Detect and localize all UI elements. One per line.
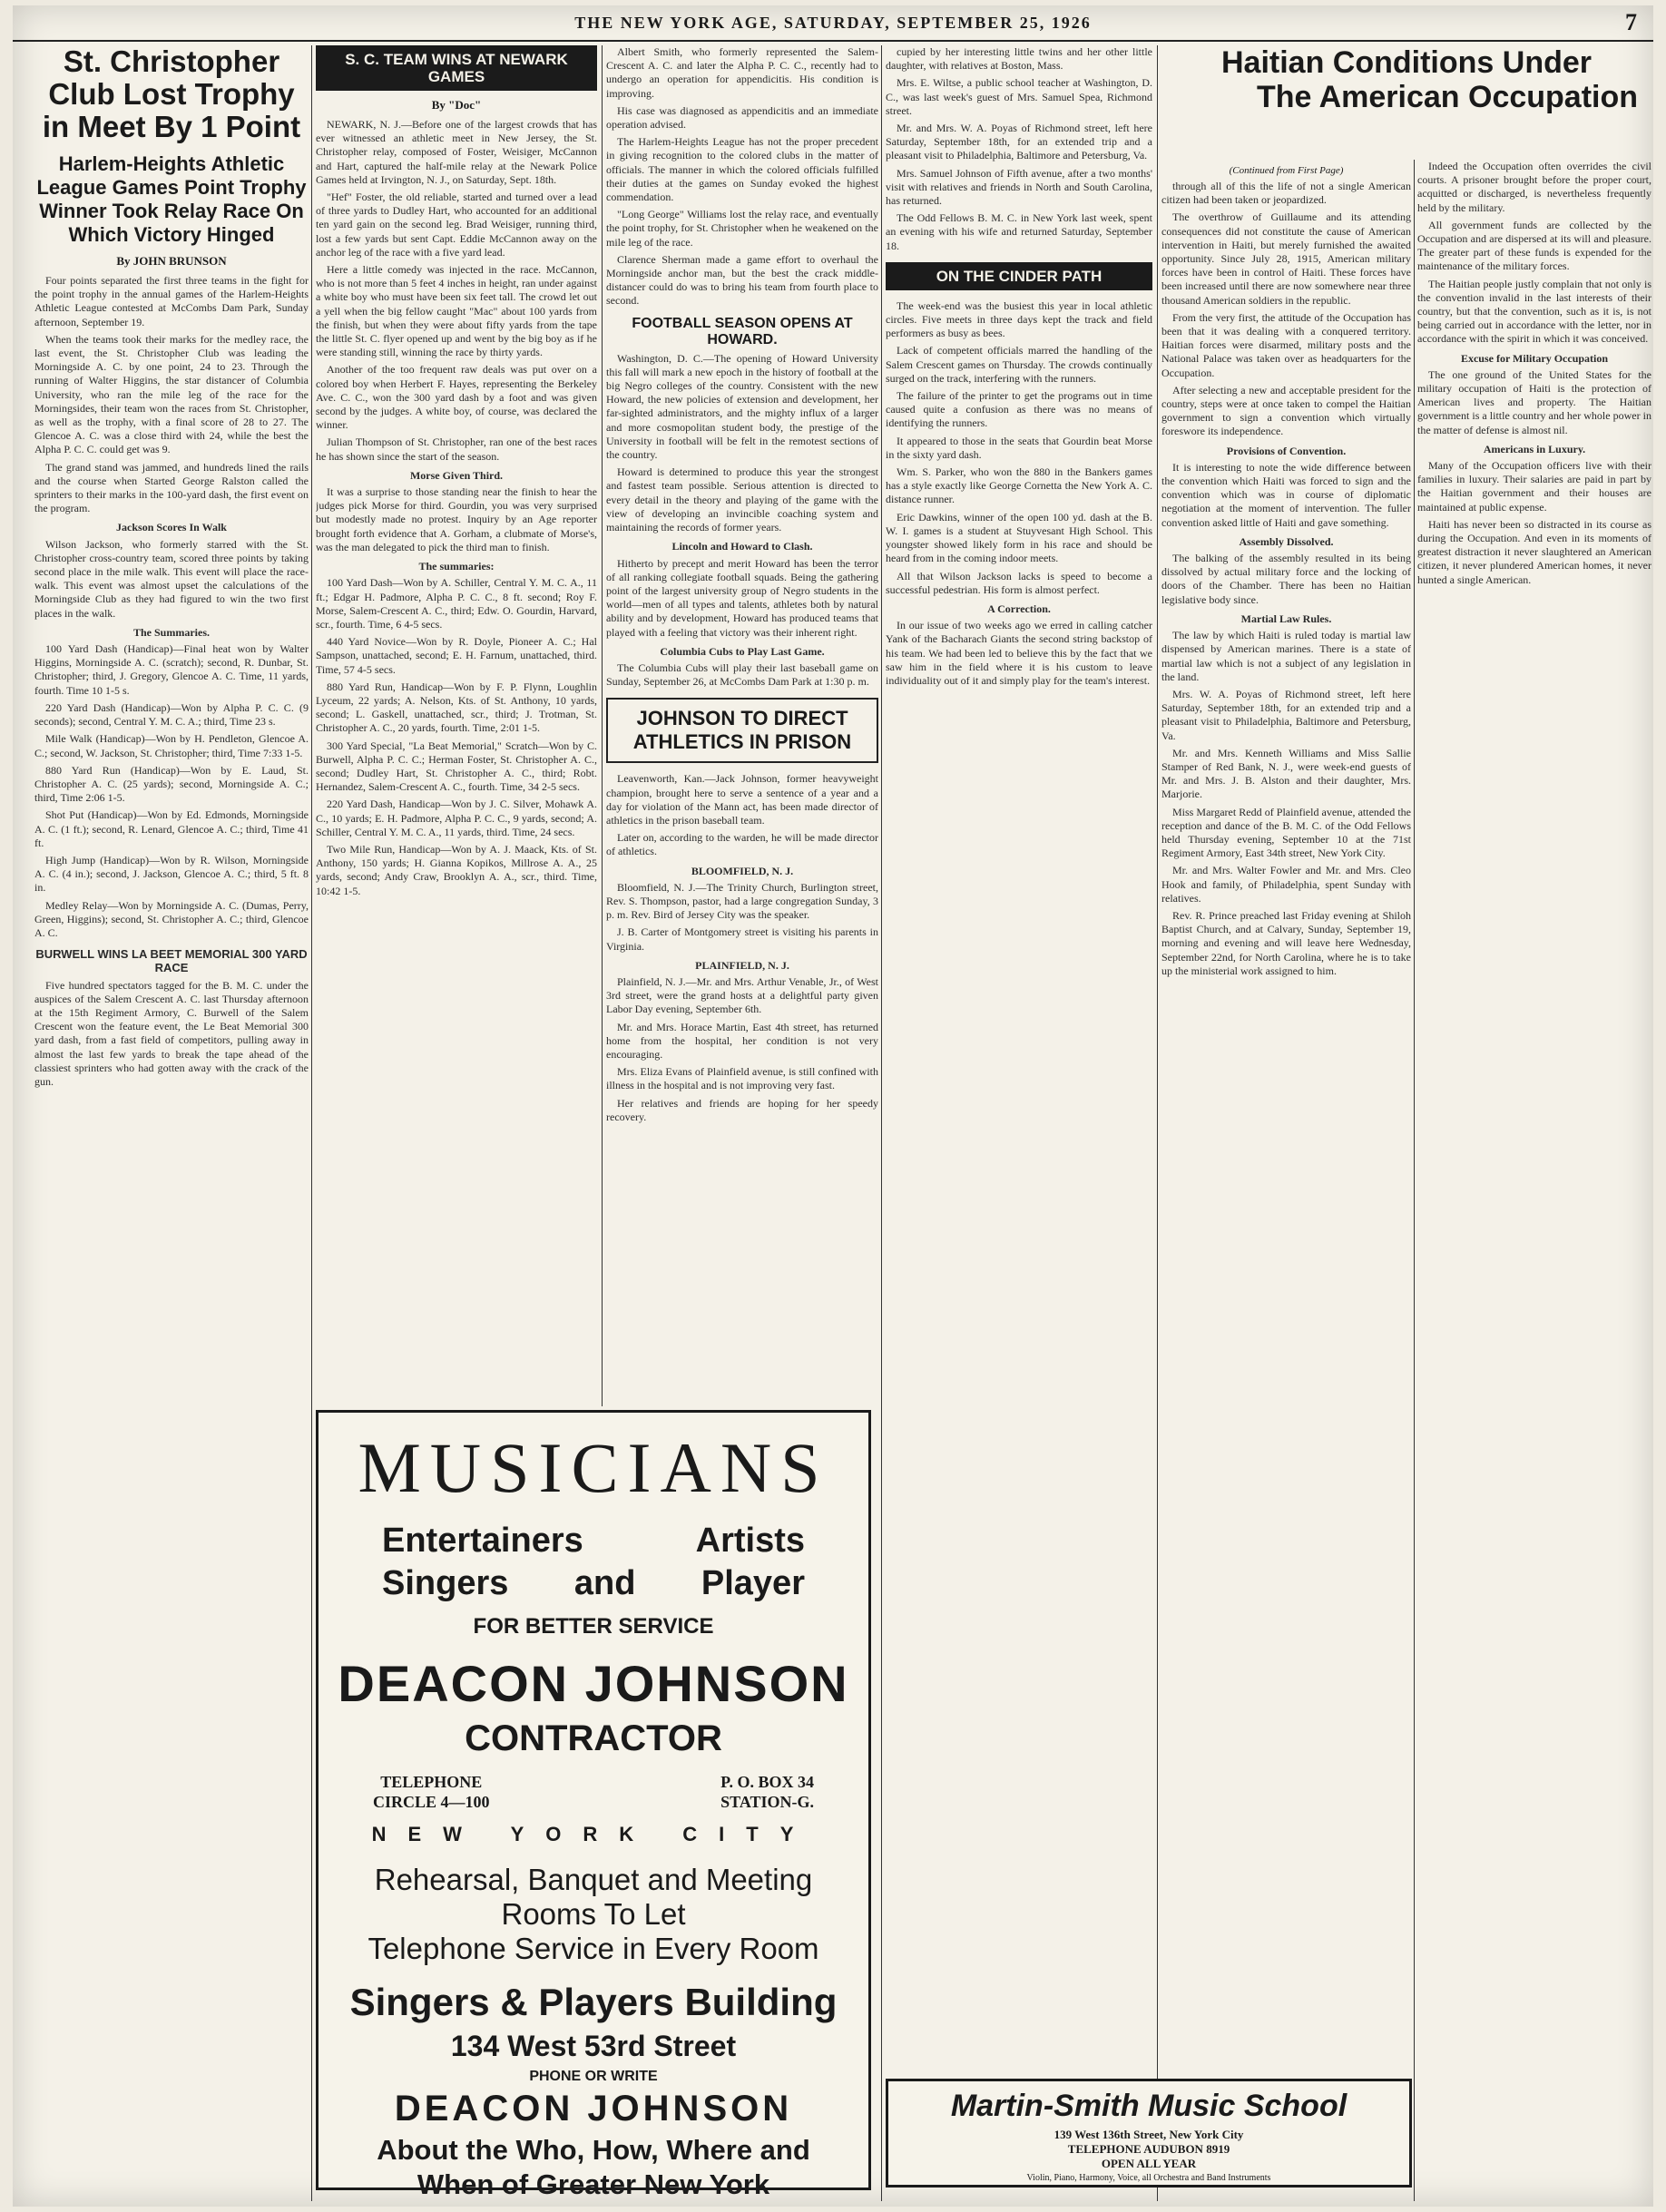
article-body xyxy=(1161,180,1411,978)
headline-line: Haitian Conditions Under xyxy=(1221,45,1592,80)
ad-heading: MUSICIANS xyxy=(358,1428,829,1507)
paragraph: Washington, D. C.—The opening of Howard University this fall will mark a new epoch in the history of football at the big Negro colleges of the country. Consistent with the new Howard, the new policies of extension and development, her far-sighted administrators, and the mighty influx of a larger and more cosmopolitan student body, the prestige of the University in football will be felt in the remotest sections of the country. xyxy=(606,351,878,462)
paragraph: The grand stand was jammed, and hundreds lined the rails and the course when Started George Ralston called the sprinters to their marks in the 100-yard dash, the first event on the program. xyxy=(34,460,309,515)
paragraph: cupied by her interesting little twins and her other little daughter, with relatives at Boston, Mass. xyxy=(886,45,1152,73)
paragraph: NEWARK, N. J.—Before one of the largest crowds that has ever witnessed an athletic meet in New Jersey, the St. Christopher relay, composed of Foster, Weisiger, McCannon and Hart, captured the half-mile relay at the Newark Police Games held at Irvington, N. J., on Saturday, Sept. 18th. xyxy=(316,118,597,186)
column-rule xyxy=(1157,45,1158,2201)
paragraph: The one ground of the United States for the military occupation of Haiti is the protection of American lives and property. The Haitian government is a little country and her whole power in the matter of defense is almost nil. xyxy=(1417,367,1651,436)
paragraph: Haiti has never been so distracted in its course as during the Occupation. And even in its moments of greatest distraction it never slaughtered an American citizen, it never plundered American homes, it never hunted a single American. xyxy=(1417,517,1651,586)
ad-text: Rooms To Let xyxy=(501,1897,686,1931)
summary-line: 880 Yard Run (Handicap)—Won by E. Laud, St. Christopher A. C. (25 yards); second, Morningside A. C.; third, Time 2:06 1-5. xyxy=(34,763,309,805)
paragraph: The Columbia Cubs will play their last baseball game on Sunday, September 26, at McCombs Dam Park at 1:30 p. m. xyxy=(606,661,878,689)
paragraph: His case was diagnosed as appendicitis and an immediate operation advised. xyxy=(606,103,878,132)
column-1 xyxy=(34,45,309,2201)
summary-line: 300 Yard Special, "La Beat Memorial," Scratch—Won by C. Burwell, Alpha P. C. C.; Herman Foster, St. Christopher A. C., second; Dudley Hart, St. Christopher A. C., third; Robt. Hernandez, Salem-Crescent A. C., fourth. Time, 34 2-5 secs. xyxy=(316,739,597,794)
ad-about xyxy=(318,2133,868,2202)
article-body xyxy=(606,772,878,1124)
subhead: Provisions of Convention. xyxy=(1226,444,1347,457)
ad-box xyxy=(720,1772,814,1812)
ad-name: DEACON JOHNSON xyxy=(394,2089,793,2129)
paragraph: "Hef" Foster, the old reliable, started and turned over a lead of three yards to Dudley Hart, who accounted for an additional ten yard gain on the second leg. Brad Weisiger, running third, lost a few yards but sent Capt. Eddie McCannon away on the anchor leg of the race with a five yard lead. xyxy=(316,191,597,259)
summary-line: 440 Yard Novice—Won by R. Doyle, Pioneer A. C.; Hal Sampson, unattached, second; E. H. Farnum, unattached, third. Time, 57 4-5 secs. xyxy=(316,635,597,676)
running-head: THE NEW YORK AGE, SATURDAY, SEPTEMBER 25, 1926 xyxy=(574,13,1092,32)
ad-text: OPEN ALL YEAR xyxy=(1101,2157,1197,2170)
paragraph: Later on, according to the warden, he will be made director of athletics. xyxy=(606,831,878,858)
headline-football: FOOTBALL SEASON OPENS AT HOWARD. xyxy=(632,315,853,347)
paragraph: It was a surprise to those standing near the finish to hear the judges pick Morse for third. Gourdin, you was very surprised but modestly made no protest. Inquiry by an Age reporter brought forth evidence that A. Gorham, a clubmate of Morse's, was the man delegated to pick the third man to finish. xyxy=(316,485,597,553)
paragraph: It is interesting to note the wide difference between the convention which Haiti was forced to sign and the convention which was in course of diplomatic negotiation at the moment of intervention. The fuller convention asked little of Haiti and gave something. xyxy=(1161,460,1411,529)
ad-contact xyxy=(318,1772,868,1812)
paragraph: Mr. and Mrs. Horace Martin, East 4th street, has returned home from the hospital, her condition is not very encouraging. xyxy=(606,1020,878,1061)
ad-text: P. O. BOX 34 xyxy=(720,1773,814,1791)
ad-text: Violin, Piano, Harmony, Voice, all Orchestra and Band Instruments xyxy=(1026,2173,1271,2183)
deck-harlem-heights: Harlem-Heights Athletic League Games Point Trophy Winner Took Relay Race On Which Victory Hinged xyxy=(36,152,307,246)
paragraph: The Harlem-Heights League has not the proper precedent in giving recognition to the colored clubs in the matter of officials. The manner in which the colored officials fulfilled their duties at the games on Sunday evoked the highest commendation. xyxy=(606,135,878,204)
subhead: A Correction. xyxy=(987,602,1051,615)
summary-line: Mile Walk (Handicap)—Won by H. Pendleton, Glencoe A. C.; second, W. Jackson, St. Christopher; third, Time 7:33 1-5. xyxy=(34,732,309,759)
column-4 xyxy=(886,45,1152,2201)
paragraph: J. B. Carter of Montgomery street is visiting his parents in Virginia. xyxy=(606,925,878,953)
paragraph: After selecting a new and acceptable president for the country, steps were at once taken to compel the Haitian government to sign a convention which virtually foreswore its independence. xyxy=(1161,383,1411,438)
martin-smith-advertisement xyxy=(886,2079,1412,2188)
paragraph: Wilson Jackson, who formerly starred with the St. Christopher cross-country team, scored three points by taking second place in the mile walk. This event will place the race-walk. This event was almost upset the calculations of the Morningside Club as they had figured to win the two first places in the walk. xyxy=(34,537,309,620)
ad-text: About the Who, How, Where and xyxy=(377,2134,810,2166)
ad-text: STATION-G. xyxy=(720,1793,814,1811)
column-rule xyxy=(881,45,882,2201)
subhead: The summaries: xyxy=(418,560,495,573)
subhead: PLAINFIELD, N. J. xyxy=(695,958,789,972)
column-6 xyxy=(1417,160,1651,2201)
paragraph: Four points separated the first three teams in the fight for the point trophy in the annual games of the Harlem-Heights Athletic League contested at McCombs Dam Park, Sunday afternoon, September 19. xyxy=(34,274,309,328)
column-rule xyxy=(1414,160,1415,2201)
musicians-advertisement xyxy=(316,1410,871,2200)
paragraph: All government funds are collected by the Occupation and are dispersed at its will and pleasure. The greater part of these funds is expended for the maintenance of the military forces. xyxy=(1417,218,1651,273)
paragraph: The overthrow of Guillaume and its attending consequences did not constitute the cause of American intervention in Haiti, but merely furnished the awaited opportunity. Since July 28, 1915, American military forces have been in control of Haiti. These forces have been increased until there are now somewhere near three thousand American soldiers in the republic. xyxy=(1161,210,1411,307)
column-5 xyxy=(1161,160,1411,2201)
paragraph: Mr. and Mrs. Walter Fowler and Mr. and Mrs. Cleo Hook and family, of Philadelphia, spent Sunday with relatives. xyxy=(1161,864,1411,905)
ad-address: 139 West 136th Street, New York City xyxy=(1054,2128,1244,2141)
ad-row xyxy=(318,1522,868,1561)
paragraph: Bloomfield, N. J.—The Trinity Church, Burlington street, Rev. S. Thompson, pastor, had a large congregation Sunday, 3 p. m. Rev. Bird of Jersey City was the speaker. xyxy=(606,880,878,922)
paragraph: The week-end was the busiest this year in local athletic circles. Five meets in three days kept the track and field performers as busy as bees. xyxy=(886,299,1152,340)
subhead: Jackson Scores In Walk xyxy=(116,521,227,534)
headline-haitian xyxy=(1161,45,1651,114)
headline-sc-team: S. C. TEAM WINS AT NEWARK GAMES xyxy=(316,45,597,91)
paragraph: Her relatives and friends are hoping for her speedy recovery. xyxy=(606,1096,878,1123)
ad-text: CONTRACTOR xyxy=(465,1718,722,1758)
summary-line: 100 Yard Dash (Handicap)—Final heat won by Walter Higgins, Morningside A. C. (scratch); second, R. Dunbar, St. Christopher; third, J. Gregory, Glencoe A. C. Time, 11 yards, fourth. Time 10 1-5 s. xyxy=(34,642,309,697)
paragraph: Wm. S. Parker, who won the 880 in the Bankers games has a style exactly like George Cornetta the New York A. C. distance runner. xyxy=(886,465,1152,506)
paragraph: Mr. and Mrs. Kenneth Williams and Miss Sallie Stamper of Red Bank, N. J., were week-end guests of Mr. and Mrs. J. B. Alston and their daughter, Mrs. Marjorie. xyxy=(1161,746,1411,801)
paragraph: The Odd Fellows B. M. C. in New York last week, spent an evening with his wife and returned Saturday, September 18. xyxy=(886,211,1152,252)
paragraph: Many of the Occupation officers live with their families in luxury. Their salaries are paid in part by the Haitian government and their houses are maintained at public expense. xyxy=(1417,459,1651,514)
column-2 xyxy=(316,45,597,1406)
paragraph: In our issue of two weeks ago we erred in calling catcher Yank of the Bacharach Giants the second string backstop of his team. We had been led to believe this by the fact that we saw him in the field where it is his custom to leave individuality out of it and simply play for the team's interest. xyxy=(886,619,1152,687)
byline: By "Doc" xyxy=(431,98,482,112)
ad-text: When of Greater New York xyxy=(416,2168,770,2200)
paragraph: Lack of competent officials marred the handling of the Salem Crescent games on Thursday. The crowds continually surged on the track, interfering with the runners. xyxy=(886,344,1152,385)
paragraph: The law by which Haiti is ruled today is martial law dispensed by American marines. There is a state of martial law which is not a subject of any legislation in the land. xyxy=(1161,629,1411,683)
ad-text: FOR BETTER SERVICE xyxy=(473,1614,714,1639)
summary-line: Two Mile Run, Handicap—Won by A. J. Maack, Kts. of St. Anthony, 150 yards; H. Gianna Kopikos, Millrose A. A., 25 yards, second; Andy Craw, Brooklyn A. A., scr., third. Time, 10:42 1-5. xyxy=(316,842,597,897)
article-body xyxy=(886,45,1152,688)
ad-text: Rehearsal, Banquet and Meeting xyxy=(374,1863,813,1896)
ad-text: Singers xyxy=(382,1564,509,1602)
ad-rehearsal xyxy=(318,1863,868,1966)
column-rule xyxy=(602,45,603,1406)
paragraph: Plainfield, N. J.—Mr. and Mrs. Arthur Venable, Jr., of West 3rd street, were the grand hosts at a delightful party given Labor Day evening, September 6th. xyxy=(606,974,878,1016)
paragraph: Mr. and Mrs. W. A. Poyas of Richmond street, left here Saturday, September 18th, for an extended trip and a pleasant visit to Philadelphia, Baltimore and Petersburg, Va. xyxy=(886,122,1152,162)
paragraph: Leavenworth, Kan.—Jack Johnson, former heavyweight champion, brought here to serve a sentence of a year and a day for violation of the Mann act, has been made director of athletics in the prison baseball team. xyxy=(606,772,878,827)
ad-text: Entertainers xyxy=(382,1522,583,1560)
subhead: Morse Given Third. xyxy=(409,468,504,482)
subhead: BLOOMFIELD, N. J. xyxy=(691,864,794,877)
paragraph: Clarence Sherman made a game effort to overhaul the Morningside anchor man, but the best the crack middle-distancer could do was to bring his team from fourth place to second. xyxy=(606,252,878,308)
newspaper-page xyxy=(13,5,1653,2207)
paragraph: Here a little comedy was injected in the race. McCannon, who is not more than 5 feet 4 inches in height, ran under against a white boy who must have been six feet tall. The crowd let out a yell when the big fellow caught "Mac" about 100 yards from the finish, but when they were about fifty yards from the tape the little St. C. flyer opened up and went by the big boy as if he were standing still, winning the race by thirty yards. xyxy=(316,263,597,359)
paragraph: through all of this the life of not a single American citizen had been taken or jeopardized. xyxy=(1161,180,1411,207)
masthead xyxy=(13,5,1653,42)
page-number: 7 xyxy=(1625,9,1637,35)
summary-line: High Jump (Handicap)—Won by R. Wilson, Morningside A. C. (4 in.); second, J. Jackson, Glencoe A. C.; third, 5 ft. 8 in. xyxy=(34,853,309,895)
summary-line: 880 Yard Run, Handicap—Won by F. P. Flynn, Loughlin Lyceum, 22 yards; A. Nelson, Kts. of St. Anthony, 10 yards, second; L. Gaskell, unattached, scr., third; J. Trotman, St. Christopher A. C., 20 yards, fourth. Time, 2:01 1-5. xyxy=(316,680,597,735)
subhead: Martial Law Rules. xyxy=(1240,612,1332,625)
summary-line: 220 Yard Dash (Handicap)—Won by Alpha P. C. C. (9 seconds); second, Central Y. M. C. A.; third, Time 23 s. xyxy=(34,700,309,729)
paragraph: Howard is determined to produce this year the strongest and fastest team possible. Serious attention is directed to every detail in the theory and playing of the game with the view of developing an invincible coaching system and maintaining the records of former years. xyxy=(606,465,878,534)
article-body xyxy=(606,352,878,690)
paragraph: Five hundred spectators tagged for the B. M. C. under the auspices of the Salem Crescent A. C. last Thursday afternoon at the 15th Regiment Armory, C. Burwell of the Salem Crescent won the feature event, the Le Beat Memorial 300 yard dash, from a fast field of competitors, pulling away in almost the last few yards to break the tape ahead of the classiest sprinters who had gotten away with the crack of the gun. xyxy=(34,978,309,1088)
paragraph: The balking of the assembly resulted in its being dissolved by actual military force and the locking of doors of the Chamber. There has been no Haitian legislative body since. xyxy=(1161,552,1411,606)
ad-text: Telephone Service in Every Room xyxy=(368,1932,819,1965)
continued-note: (Continued from First Page) xyxy=(1229,165,1344,176)
paragraph: Mrs. W. A. Poyas of Richmond street, left here Saturday, September 18th, for an extended trip and a pleasant visit to Philadelphia, Baltimore and Petersburg, Va. xyxy=(1161,687,1411,742)
ad-telephone xyxy=(373,1772,490,1812)
article-body xyxy=(606,45,878,308)
headline-st-christopher: St. Christopher Club Lost Trophy in Meet By 1 Point xyxy=(42,45,301,143)
ad-text: Player xyxy=(701,1564,805,1602)
ad-name: Martin-Smith Music School xyxy=(950,2089,1348,2123)
article-body xyxy=(34,274,309,1089)
summary-line: Medley Relay—Won by Morningside A. C. (Dumas, Perry, Green, Higgins); second, St. Christopher A. C.; third, Glencoe A. C. xyxy=(34,898,309,939)
paragraph: Eric Dawkins, winner of the open 100 yd. dash at the B. W. I. games is a student at Stuyvesant High School. This youngster showed likely form in his race and should be heard from in the coming indoor meets. xyxy=(886,510,1152,565)
paragraph: Indeed the Occupation often overrides the civil courts. A prisoner brought before the proper court, acquitted or discharged, is nevertheless frequently held by the military. xyxy=(1417,160,1651,214)
subhead: Lincoln and Howard to Clash. xyxy=(671,540,813,553)
paragraph: Albert Smith, who formerly represented the Salem-Crescent A. C. and later the Alpha P. C. C., recently had to undergo an operation for appendicitis. His condition is improving. xyxy=(606,45,878,100)
subhead: Columbia Cubs to Play Last Game. xyxy=(660,644,825,658)
headline-line: The American Occupation xyxy=(1256,80,1639,114)
ad-row xyxy=(318,1564,868,1603)
paragraph: "Long George" Williams lost the relay race, and eventually the point trophy, for St. Christopher when he weakened on the mile leg of the race. xyxy=(606,208,878,249)
ad-text: PHONE OR WRITE xyxy=(529,2069,658,2084)
paragraph: Mrs. E. Wiltse, a public school teacher at Washington, D. C., was last week's guest of Mrs. Samuel Spea, Richmond street. xyxy=(886,76,1152,117)
paragraph: Miss Margaret Redd of Plainfield avenue, attended the reception and dance of the B. M. C. of the Odd Fellows held Thursday evening, September 10 at the 71st Regiment Armory, East 34th street, New York City. xyxy=(1161,805,1411,860)
subhead: Americans in Luxury. xyxy=(1483,442,1586,455)
headline-burwell: BURWELL WINS LA BEET MEMORIAL 300 YARD RACE xyxy=(35,947,308,975)
ad-city: NEW YORK CITY xyxy=(371,1823,816,1845)
summary-line: Shot Put (Handicap)—Won by Ed. Edmonds, Morningside A. C. (1 ft.); second, R. Lenard, Glencoe A. C.; third, Time 41 ft. xyxy=(34,808,309,849)
article-body xyxy=(316,118,597,898)
paragraph: When the teams took their marks for the medley race, the last event, the St. Christopher Club was leading the Morningside A. C. by one point, 24 to 23. Through the running of Walter Higgins, the star distancer of Columbia University, who ran the mile leg of the race for the Morningsides, their team won the races from St. Christopher, as well as the trophy, with a final score of 28 to 27. The Glencoe A. C. was a close third with 24, while the best the Alpha P. C. C. could get was 9. xyxy=(34,332,309,456)
subhead: The Summaries. xyxy=(133,625,210,639)
paragraph: From the very first, the attitude of the Occupation has been that it was dealing with a conquered territory. Haitian forces were disarmed, military posts and the National Palace was taken over as headquarters for the Occupation. xyxy=(1161,310,1411,379)
paragraph: Another of the too frequent raw deals was put over on a colored boy when Herbert F. Hayes, representing the Berkeley Ave. C. C., won the 300 yard dash by a foot and was given second by the judges. A white boy, of course, was declared the winner. xyxy=(316,363,597,432)
paragraph: It appeared to those in the seats that Gourdin beat Morse in the sixty yard dash. xyxy=(886,434,1152,461)
ad-telephone: TELEPHONE AUDUBON 8919 xyxy=(1067,2142,1230,2156)
ad-text: TELEPHONE xyxy=(380,1773,483,1791)
column-rule xyxy=(311,45,312,2201)
paragraph: Hitherto by precept and merit Howard has been the terror of all ranking collegiate football squads. Being the gathering point of the largest university group of Negro students in the world—men of all types and talents, athletes both by natural ability and by development, Howard has produced teams that played with a feeling that victory was their inherent right. xyxy=(606,556,878,639)
summary-line: 100 Yard Dash—Won by A. Schiller, Central Y. M. C. A., 11 ft.; Edgar H. Padmore, Alpha P. C. C., 8 ft. second; Roy F. Morse, Salem-Crescent A. C., third; Edw. O. Gourdin, Harvard, scr., fourth. Time, 6 4-5 secs. xyxy=(316,576,597,631)
ad-building: Singers & Players Building xyxy=(349,1981,838,2023)
paragraph: Rev. R. Prince preached last Friday evening at Shiloh Baptist Church, and at Calvary, Sunday, September 19, morning and evening and will leave here Wednesday, September 22nd, for North Carolina, where he is to take up the ministerial work assigned to him. xyxy=(1161,908,1411,977)
paragraph: Mrs. Eliza Evans of Plainfield avenue, is still confined with illness in the hospital and is not improving very fast. xyxy=(606,1065,878,1092)
ad-text: Artists xyxy=(695,1522,805,1560)
summary-line: 220 Yard Dash, Handicap—Won by J. C. Silver, Mohawk A. C., 10 yards; E. H. Padmore, Alpha P. C. C., 9 yards, second; A. Schiller, Central Y. M. C. A., 11 yards, third. Time, 24 secs. xyxy=(316,798,597,838)
paragraph: Mrs. Samuel Johnson of Fifth avenue, after a two months' visit with relatives and friends in North and South Carolina, has returned. xyxy=(886,166,1152,208)
subhead: Excuse for Military Occupation xyxy=(1460,351,1609,365)
ad-text: and xyxy=(573,1564,636,1602)
paragraph: Julian Thompson of St. Christopher, ran one of the best races he has shown since the start of the season. xyxy=(316,436,597,463)
paragraph: All that Wilson Jackson lacks is speed to become a successful pedestrian. His form is almost perfect. xyxy=(886,569,1152,596)
subhead: Assembly Dissolved. xyxy=(1239,534,1334,548)
byline: By JOHN BRUNSON xyxy=(116,254,227,268)
article-body xyxy=(1417,160,1651,587)
headline-cinder-path: ON THE CINDER PATH xyxy=(886,262,1152,290)
ad-street: 134 West 53rd Street xyxy=(450,2030,737,2062)
paragraph: The Haitian people justly complain that not only is the convention invalid in the last interests of their country, but that the convention, such as it is, is not being carried out in accordance with the letter, nor in accordance with the spirit in which it was conceived. xyxy=(1417,277,1651,346)
paragraph: The failure of the printer to get the programs out in time caused quite a confusion as there was no means of identifying the runners. xyxy=(886,389,1152,430)
ad-text: CIRCLE 4—100 xyxy=(373,1793,490,1811)
headline-johnson: JOHNSON TO DIRECT ATHLETICS IN PRISON xyxy=(606,698,878,763)
ad-name: DEACON JOHNSON xyxy=(338,1655,849,1712)
